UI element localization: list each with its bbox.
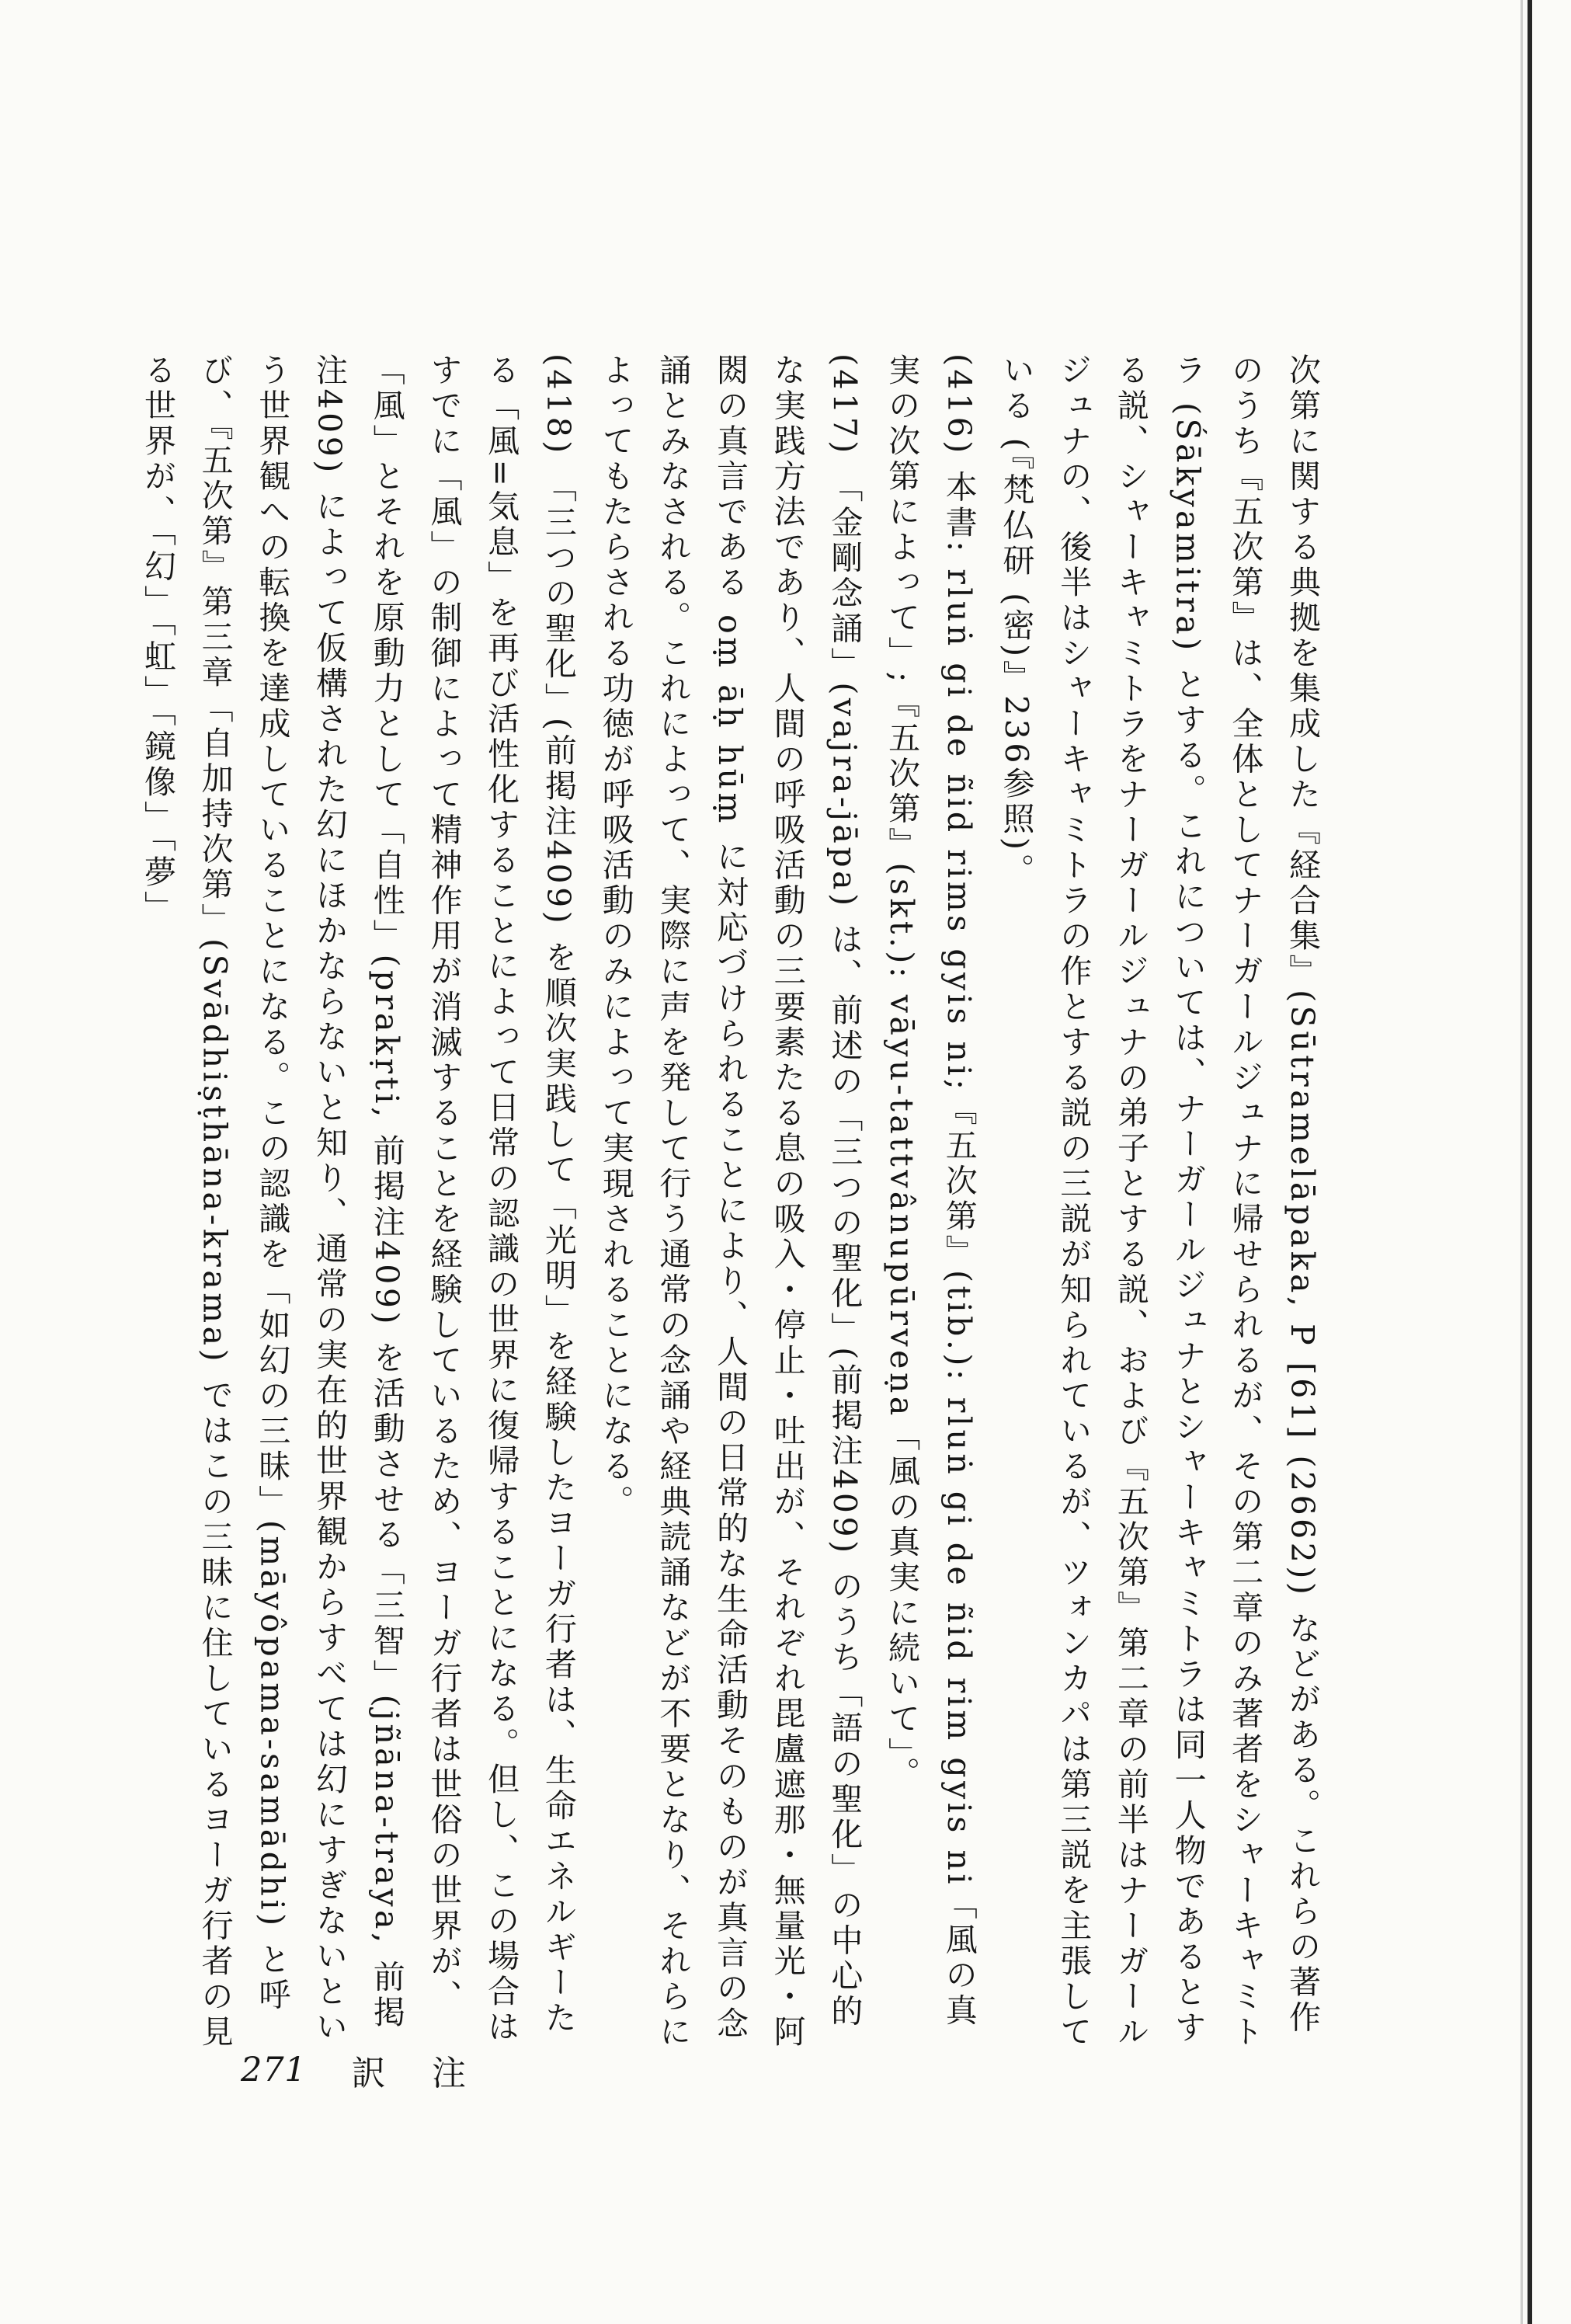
running-title: 訳注: [351, 2054, 513, 2093]
note-text: 「三つの聖化」(前掲注409) を順次実践して「光明」を経験したヨーガ行者は、生命エネルギーたる「風=気息」を再び活性化することによって日常の認識の世界に復帰することになる。但し、この場合はすでに「風」の制御によって精神作用が消滅することを経験しているため、ヨーガ行者は世俗の世界が、「風」とそれを原動力として「自性」(prakṛti, 前掲注409) を活動させる「三智」(jñāna-traya, 前掲注409) によって仮構された幻にほかならないと知り、通常の実在的世界観からすべては幻にすぎないという世界観への転換を達成していることになる。この認識を「如幻の三昧」(māyôpama-samādhi) と呼び、『五次第』第三章「自加持次第」(Svādhiṣṭhāna-krama) ではこの三昧に住しているヨーガ行者の見る世界が、「幻」「虹」「鏡像」「夢」: [138, 353, 577, 2051]
vertical-text-block: [0, 353, 1330, 2062]
continued-paragraph: [987, 353, 1330, 2062]
page-binding-edge: [1528, 0, 1532, 2324]
note-text: 本書: rluṅ gi de ñid rims gyis ni;『五次第』(tib.): rluṅ gi de ñid rim gyis ni「風の真実の次第によって」;『五次第』(skt.): vāyu-tattvânupūrveṇa「風の真実に続いて」。: [883, 353, 978, 2030]
paragraph-text: 次第に関する典拠を集成した『経合集』(Sūtramelāpaka, P [61] (2662)) などがある。これらの著作のうち『五次第』は、全体としてナーガールジュナに帰せられるが、その第二章のみ著者をシャーキャミトラ (Śākyamitra) とする。これについては、ナーガールジュナとシャーキャミトラは同一人物であるとする説、シャーキャミトラをナーガールジュナの弟子とする説、および『五次第』第二章の前半はナーガールジュナの、後半はシャーキャミトラの作とする説の三説が知られているが、ツォンカパは第三説を主張している (『梵仏研 (密)』236参照)。: [997, 353, 1321, 2051]
note-418: [128, 353, 586, 2062]
note-text: 「金剛念誦」(vajra-jāpa) は、前述の「三つの聖化」(前掲注409) のうち「語の聖化」の中心的な実践方法であり、人間の呼吸活動の三要素たる息の吸入・停止・吐出が、それぞれ毘盧遮那・無量光・阿閦の真言である oṃ āḥ hūṃ に対応づけられることにより、人間の日常的な生命活動そのものが真言の念誦とみなされる。これによって、実際に声を発して行う通常の念誦や経典読誦などが不要となり、それらによってもたらされる功徳が呼吸活動のみによって実現されることになる。: [596, 353, 864, 2051]
page-binding-shadow: [1521, 0, 1523, 2324]
note-number: (417): [825, 353, 864, 457]
note-number: (416): [940, 353, 978, 457]
note-416: [872, 353, 986, 2062]
note-417: [586, 353, 873, 2062]
page-footer: [241, 2035, 536, 2105]
note-number: (418): [539, 353, 577, 457]
page-number: 271: [241, 2051, 307, 2089]
